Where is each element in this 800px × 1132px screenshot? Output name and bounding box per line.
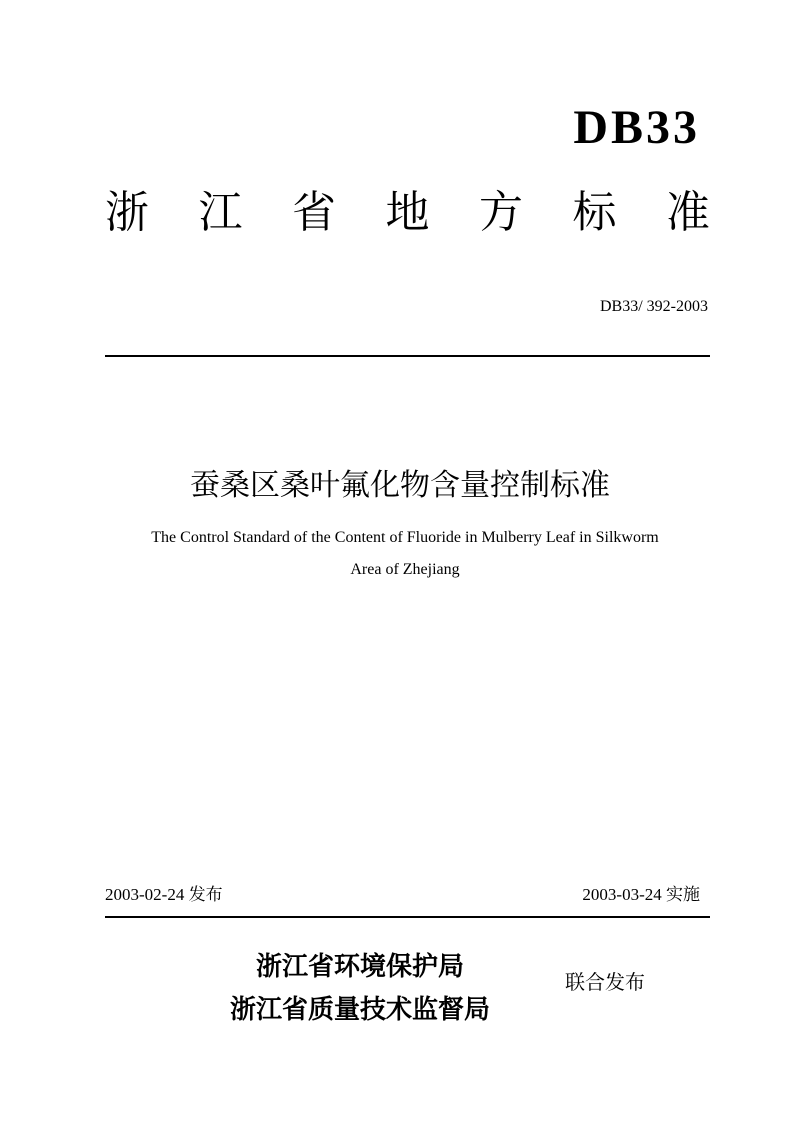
issuer-org-environment: 浙江省环境保护局 (255, 952, 464, 982)
standard-code: DB33 (573, 101, 700, 154)
issue-date: 2003-02-24 发布 (105, 885, 223, 904)
issuer-org-quality: 浙江省质量技术监督局 (229, 995, 490, 1025)
top-divider (105, 355, 710, 357)
title-char: 方 (479, 187, 523, 238)
title-char: 江 (198, 187, 243, 238)
title-char: 标 (572, 187, 617, 238)
document-title-en-line1: The Control Standard of the Content of Fluoride in Mulberry Leaf in Silkworm (151, 529, 659, 546)
document-title-en (60, 522, 750, 586)
standard-category-title (105, 185, 710, 241)
document-title-en-line2: Area of Zhejiang (350, 561, 460, 578)
joint-release-label: 联合发布 (565, 970, 645, 994)
bottom-divider (105, 916, 710, 918)
document-title-cn: 蚕桑区桑叶氟化物含量控制标准 (190, 468, 610, 503)
standard-number: DB33/ 392-2003 (600, 298, 708, 315)
title-char: 地 (385, 187, 430, 238)
title-char: 浙 (105, 187, 149, 238)
effective-date: 2003-03-24 实施 (582, 885, 700, 904)
title-char: 省 (292, 187, 336, 238)
title-char: 准 (666, 187, 710, 238)
